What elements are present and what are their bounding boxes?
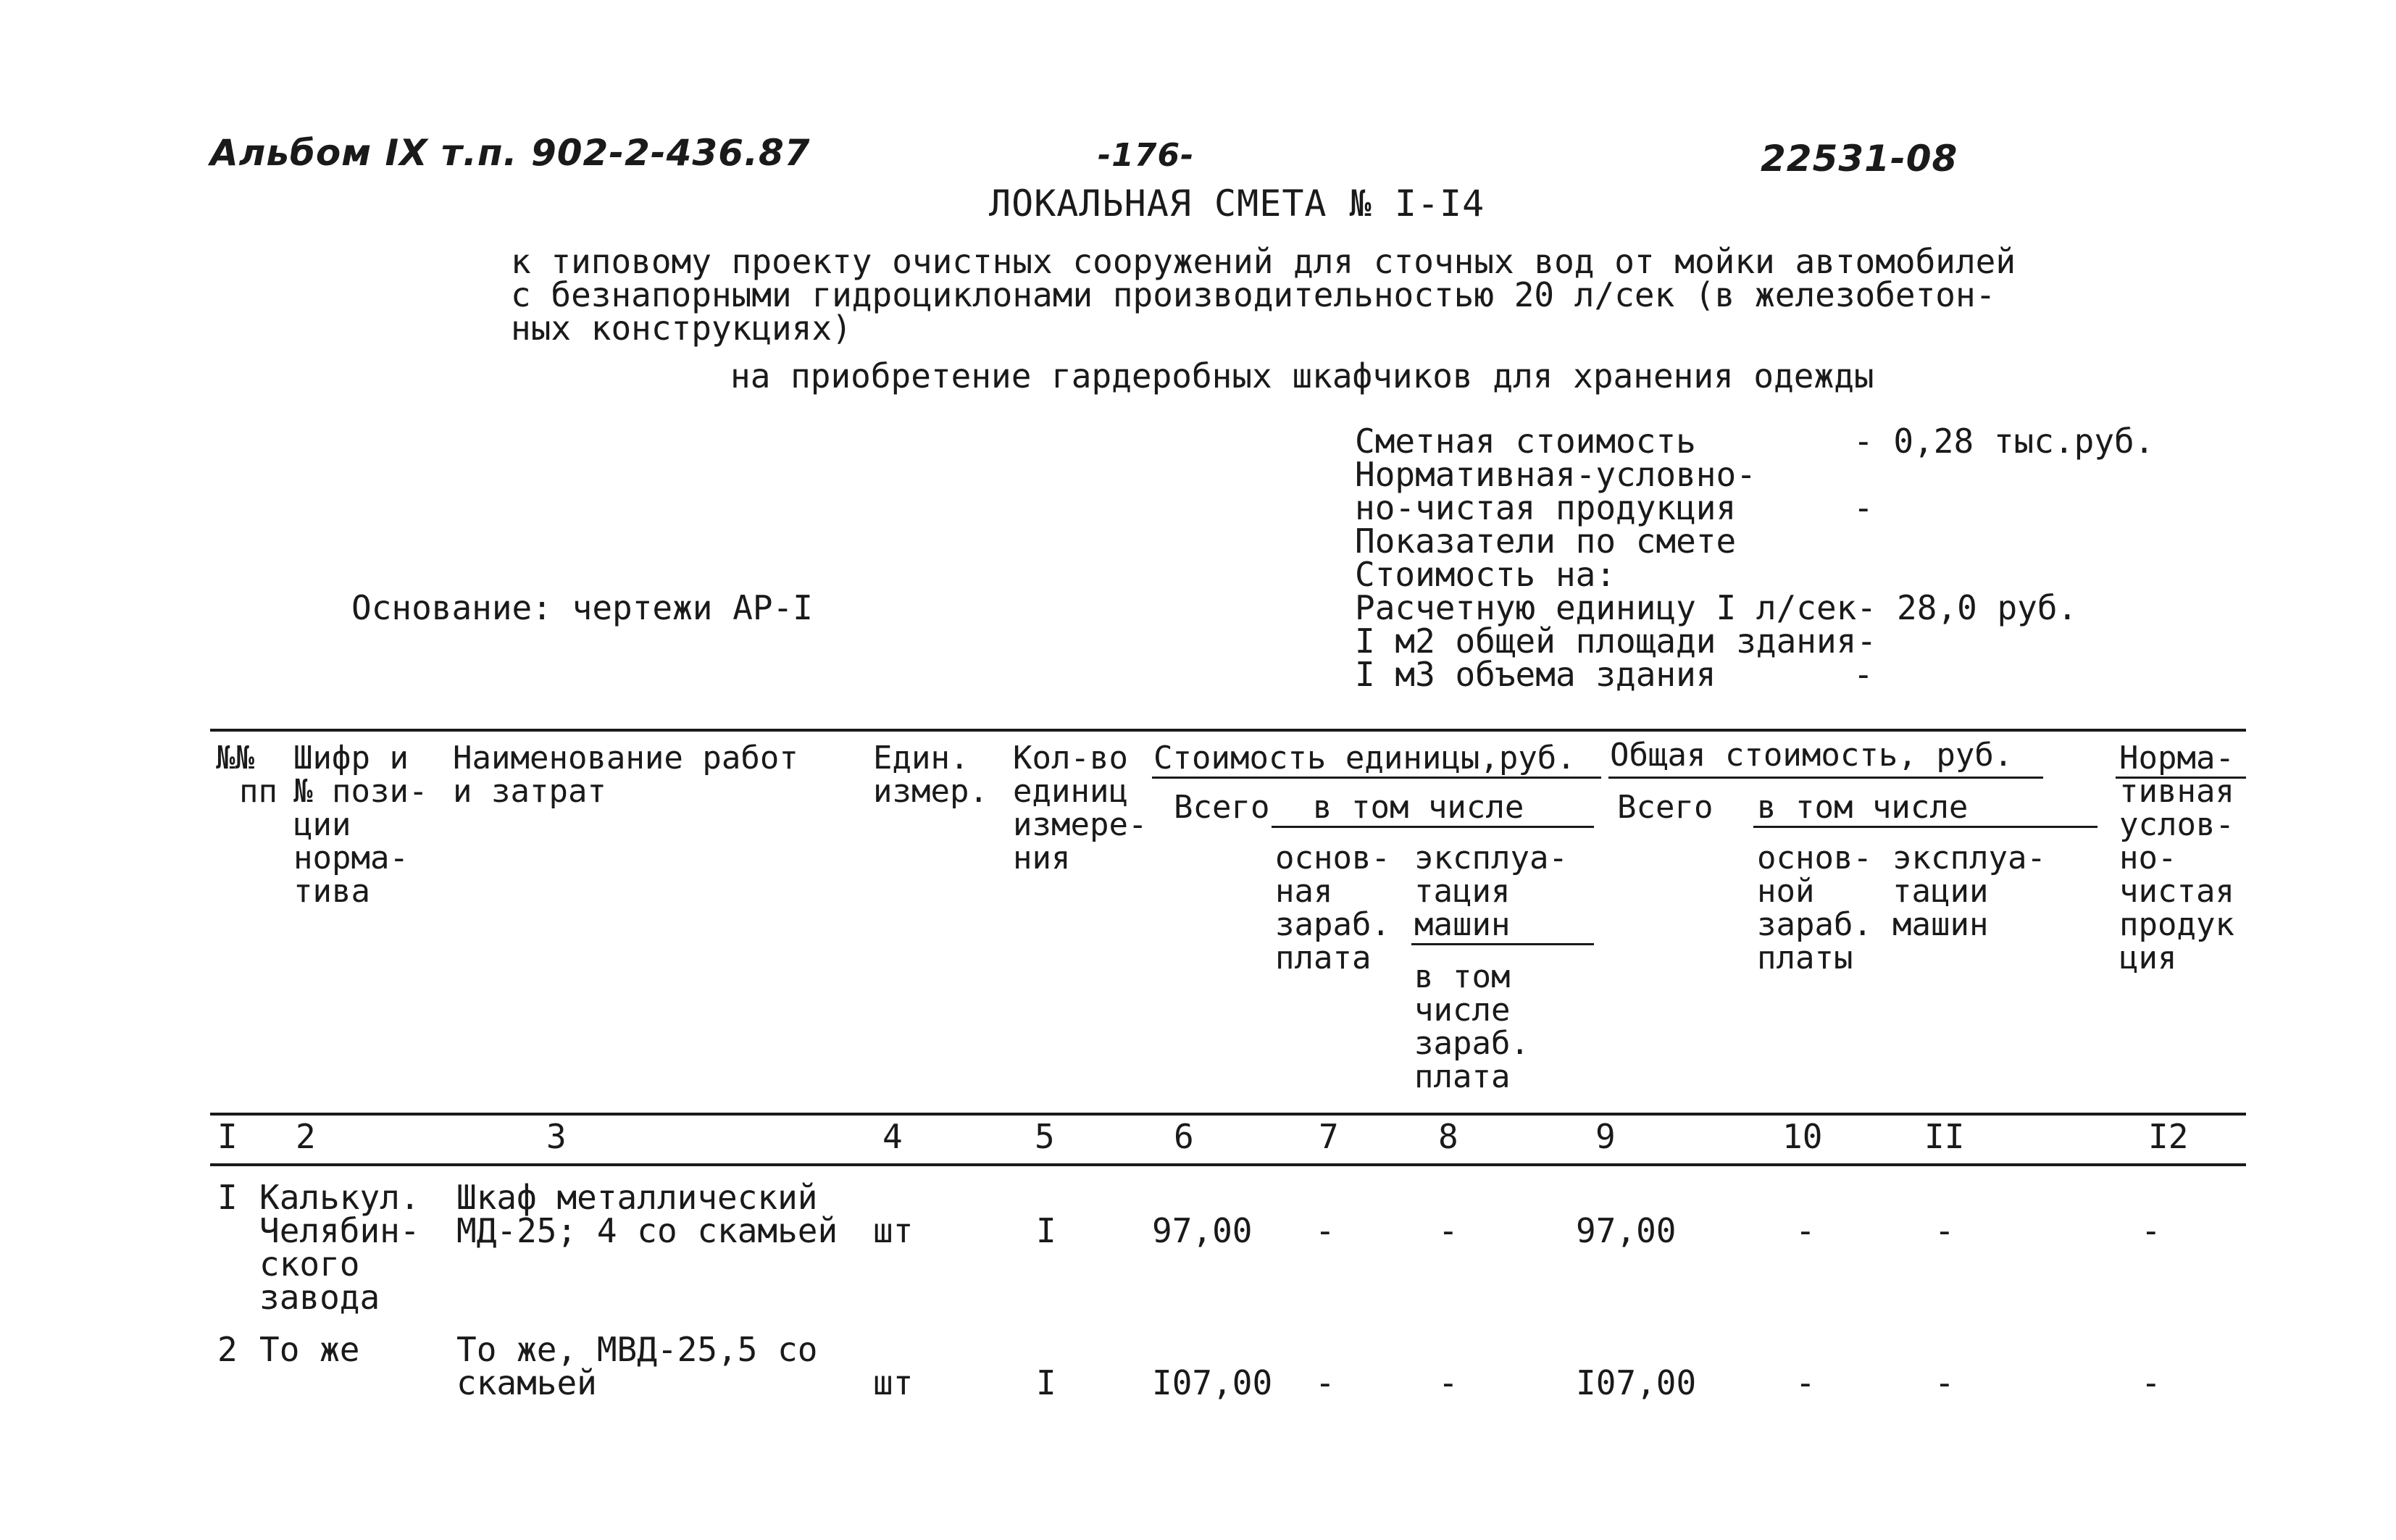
- unit-cost-underline: [1152, 777, 1601, 779]
- header-unit-mach-wage-4: плата: [1414, 1058, 1511, 1095]
- header-norm-1: Норма-: [2119, 740, 2234, 777]
- subtitle-line-1: к типовому проекту очистных сооружений для сточных вод от мойки автомобилей: [511, 242, 2016, 281]
- column-number-3: 3: [546, 1117, 567, 1156]
- total-incl-underline: [1753, 826, 2097, 828]
- header-unit-mach-wage-1: в том: [1414, 958, 1511, 995]
- header-code-3: ции: [293, 806, 351, 843]
- row-total-mach: -: [1934, 1363, 1955, 1402]
- header-total-mach-3: машин: [1892, 906, 1989, 943]
- subtitle-line-2: с безнапорными гидроциклонами производительностью 20 л/сек (в железобетон-: [511, 275, 1996, 314]
- header-norm-5: чистая: [2119, 873, 2234, 910]
- header-unit-mach-wage-3: зараб.: [1414, 1025, 1529, 1062]
- row-code-line: Калькул.: [259, 1178, 420, 1217]
- row-unit-base: -: [1315, 1211, 1335, 1250]
- row-unit: шт: [873, 1211, 914, 1250]
- header-norm-2: тивная: [2119, 773, 2234, 810]
- column-number-1: I: [217, 1117, 238, 1156]
- header-unit-mach-3: машин: [1414, 906, 1511, 943]
- header-total-total: Всего: [1617, 789, 1713, 826]
- unit-incl-underline: [1272, 826, 1594, 828]
- column-number-9: 9: [1595, 1117, 1616, 1156]
- column-number-4: 4: [882, 1117, 903, 1156]
- header-norm-7: ция: [2119, 940, 2177, 976]
- page-number: -176-: [1098, 137, 1195, 174]
- header-unit-total: Всего: [1174, 789, 1270, 826]
- row-unit-mach: -: [1438, 1363, 1458, 1402]
- header-total-mach-2: тации: [1892, 873, 1989, 910]
- unit-mach-underline: [1411, 943, 1594, 945]
- header-norm-4: но-: [2119, 840, 2177, 876]
- header-unit-base-1: основ-: [1275, 840, 1390, 876]
- summary-label-0: Сметная стоимость: [1355, 422, 1696, 461]
- header-unit-cost: Стоимость единицы,руб.: [1153, 740, 1576, 777]
- header-qty-1: Кол-во: [1013, 740, 1128, 777]
- row-unit-total: I07,00: [1152, 1363, 1273, 1402]
- header-unit-mach-1: эксплуа-: [1414, 840, 1568, 876]
- table-top-rule: [210, 729, 2246, 732]
- row-name-line: скамьей: [456, 1363, 597, 1402]
- summary-value-0: - 0,28 тыс.руб.: [1853, 422, 2155, 461]
- header-unit-base-2: ная: [1275, 873, 1333, 910]
- row-total-base: -: [1795, 1363, 1816, 1402]
- header-total-base-2: ной: [1757, 873, 1815, 910]
- row-total-mach: -: [1934, 1211, 1955, 1250]
- header-norm-6: продук: [2119, 906, 2234, 943]
- summary-label-3: Показатели по смете: [1355, 522, 1737, 561]
- total-cost-underline: [1608, 777, 2043, 779]
- header-qty-4: ния: [1013, 840, 1071, 876]
- row-unit-total: 97,00: [1152, 1211, 1253, 1250]
- header-name-1: Наименование работ: [453, 740, 798, 777]
- album-reference: Альбом IX т.п. 902-2-436.87: [210, 132, 811, 174]
- row-qty: I: [1036, 1363, 1056, 1402]
- header-unit-base-4: плата: [1275, 940, 1372, 976]
- column-number-2: 2: [296, 1117, 316, 1156]
- header-unit-base-3: зараб.: [1275, 906, 1390, 943]
- header-code-1: Шифр и: [293, 740, 409, 777]
- summary-label-5: Расчетную единицу I л/сек-: [1355, 588, 1877, 627]
- header-code-5: тива: [293, 873, 370, 910]
- row-number: 2: [217, 1330, 238, 1369]
- row-norm: -: [2141, 1211, 2161, 1250]
- summary-label-7: I м3 объема здания: [1355, 655, 1716, 694]
- header-norm-3: услов-: [2119, 806, 2234, 843]
- purpose-line: на приобретение гардеробных шкафчиков для хранения одежды: [730, 356, 1874, 396]
- row-code-line: То же: [259, 1330, 360, 1369]
- row-code-line: Челябин-: [259, 1211, 420, 1250]
- row-norm: -: [2141, 1363, 2161, 1402]
- header-code-4: норма-: [293, 840, 409, 876]
- header-num-1: №№: [216, 740, 254, 777]
- header-qty-3: измере-: [1013, 806, 1148, 843]
- summary-label-4: Стоимость на:: [1355, 555, 1616, 594]
- summary-label-1: Нормативная-условно-: [1355, 455, 1756, 494]
- header-unit-2: измер.: [873, 773, 988, 810]
- summary-label-2: но-чистая продукция: [1355, 488, 1737, 527]
- row-total: I07,00: [1576, 1363, 1697, 1402]
- column-number-12: I2: [2148, 1117, 2189, 1156]
- column-number-8: 8: [1438, 1117, 1458, 1156]
- summary-value-7: -: [1853, 655, 1874, 694]
- header-total-cost: Общая стоимость, руб.: [1610, 737, 2013, 774]
- row-code-line: завода: [259, 1278, 380, 1317]
- header-unit-incl: в том числе: [1313, 789, 1524, 826]
- page-title: ЛОКАЛЬНАЯ СМЕТА № I-I4: [989, 183, 1485, 225]
- subtitle-line-3: ных конструкциях): [511, 309, 852, 348]
- summary-label-6: I м2 общей площади здания-: [1355, 622, 1877, 661]
- row-total-base: -: [1795, 1211, 1816, 1250]
- header-total-mach-1: эксплуа-: [1892, 840, 2046, 876]
- header-total-incl: в том числе: [1757, 789, 1969, 826]
- row-qty: I: [1036, 1211, 1056, 1250]
- header-total-base-1: основ-: [1757, 840, 1872, 876]
- header-total-base-4: платы: [1757, 940, 1853, 976]
- basis-line: Основание: чертежи АР-I: [351, 588, 813, 627]
- row-name-line: Шкаф металлический: [456, 1178, 818, 1217]
- header-qty-2: единиц: [1013, 773, 1128, 810]
- header-total-base-3: зараб.: [1757, 906, 1872, 943]
- column-number-5: 5: [1035, 1117, 1055, 1156]
- column-number-11: II: [1924, 1117, 1965, 1156]
- document-code: 22531-08: [1761, 138, 1958, 180]
- header-code-2: № пози-: [293, 773, 428, 810]
- header-name-2: и затрат: [453, 773, 606, 810]
- row-number: I: [217, 1178, 238, 1217]
- row-unit-base: -: [1315, 1363, 1335, 1402]
- column-number-7: 7: [1319, 1117, 1339, 1156]
- column-number-6: 6: [1174, 1117, 1194, 1156]
- summary-value-5: 28,0 руб.: [1897, 588, 2078, 627]
- row-total: 97,00: [1576, 1211, 1677, 1250]
- header-num-2: пп: [239, 773, 277, 810]
- row-name-line: МД-25; 4 со скамьей: [456, 1211, 838, 1250]
- row-code-line: ского: [259, 1244, 360, 1284]
- table-header-bottom-rule: [210, 1113, 2246, 1116]
- header-unit-mach-2: тация: [1414, 873, 1511, 910]
- row-unit: шт: [873, 1363, 914, 1402]
- column-numbers-bottom-rule: [210, 1163, 2246, 1166]
- row-unit-mach: -: [1438, 1211, 1458, 1250]
- header-unit-1: Един.: [873, 740, 969, 777]
- header-unit-mach-wage-2: числе: [1414, 992, 1511, 1029]
- summary-value-2: -: [1853, 488, 1874, 527]
- column-number-10: 10: [1782, 1117, 1823, 1156]
- row-name-line: То же, МВД-25,5 со: [456, 1330, 818, 1369]
